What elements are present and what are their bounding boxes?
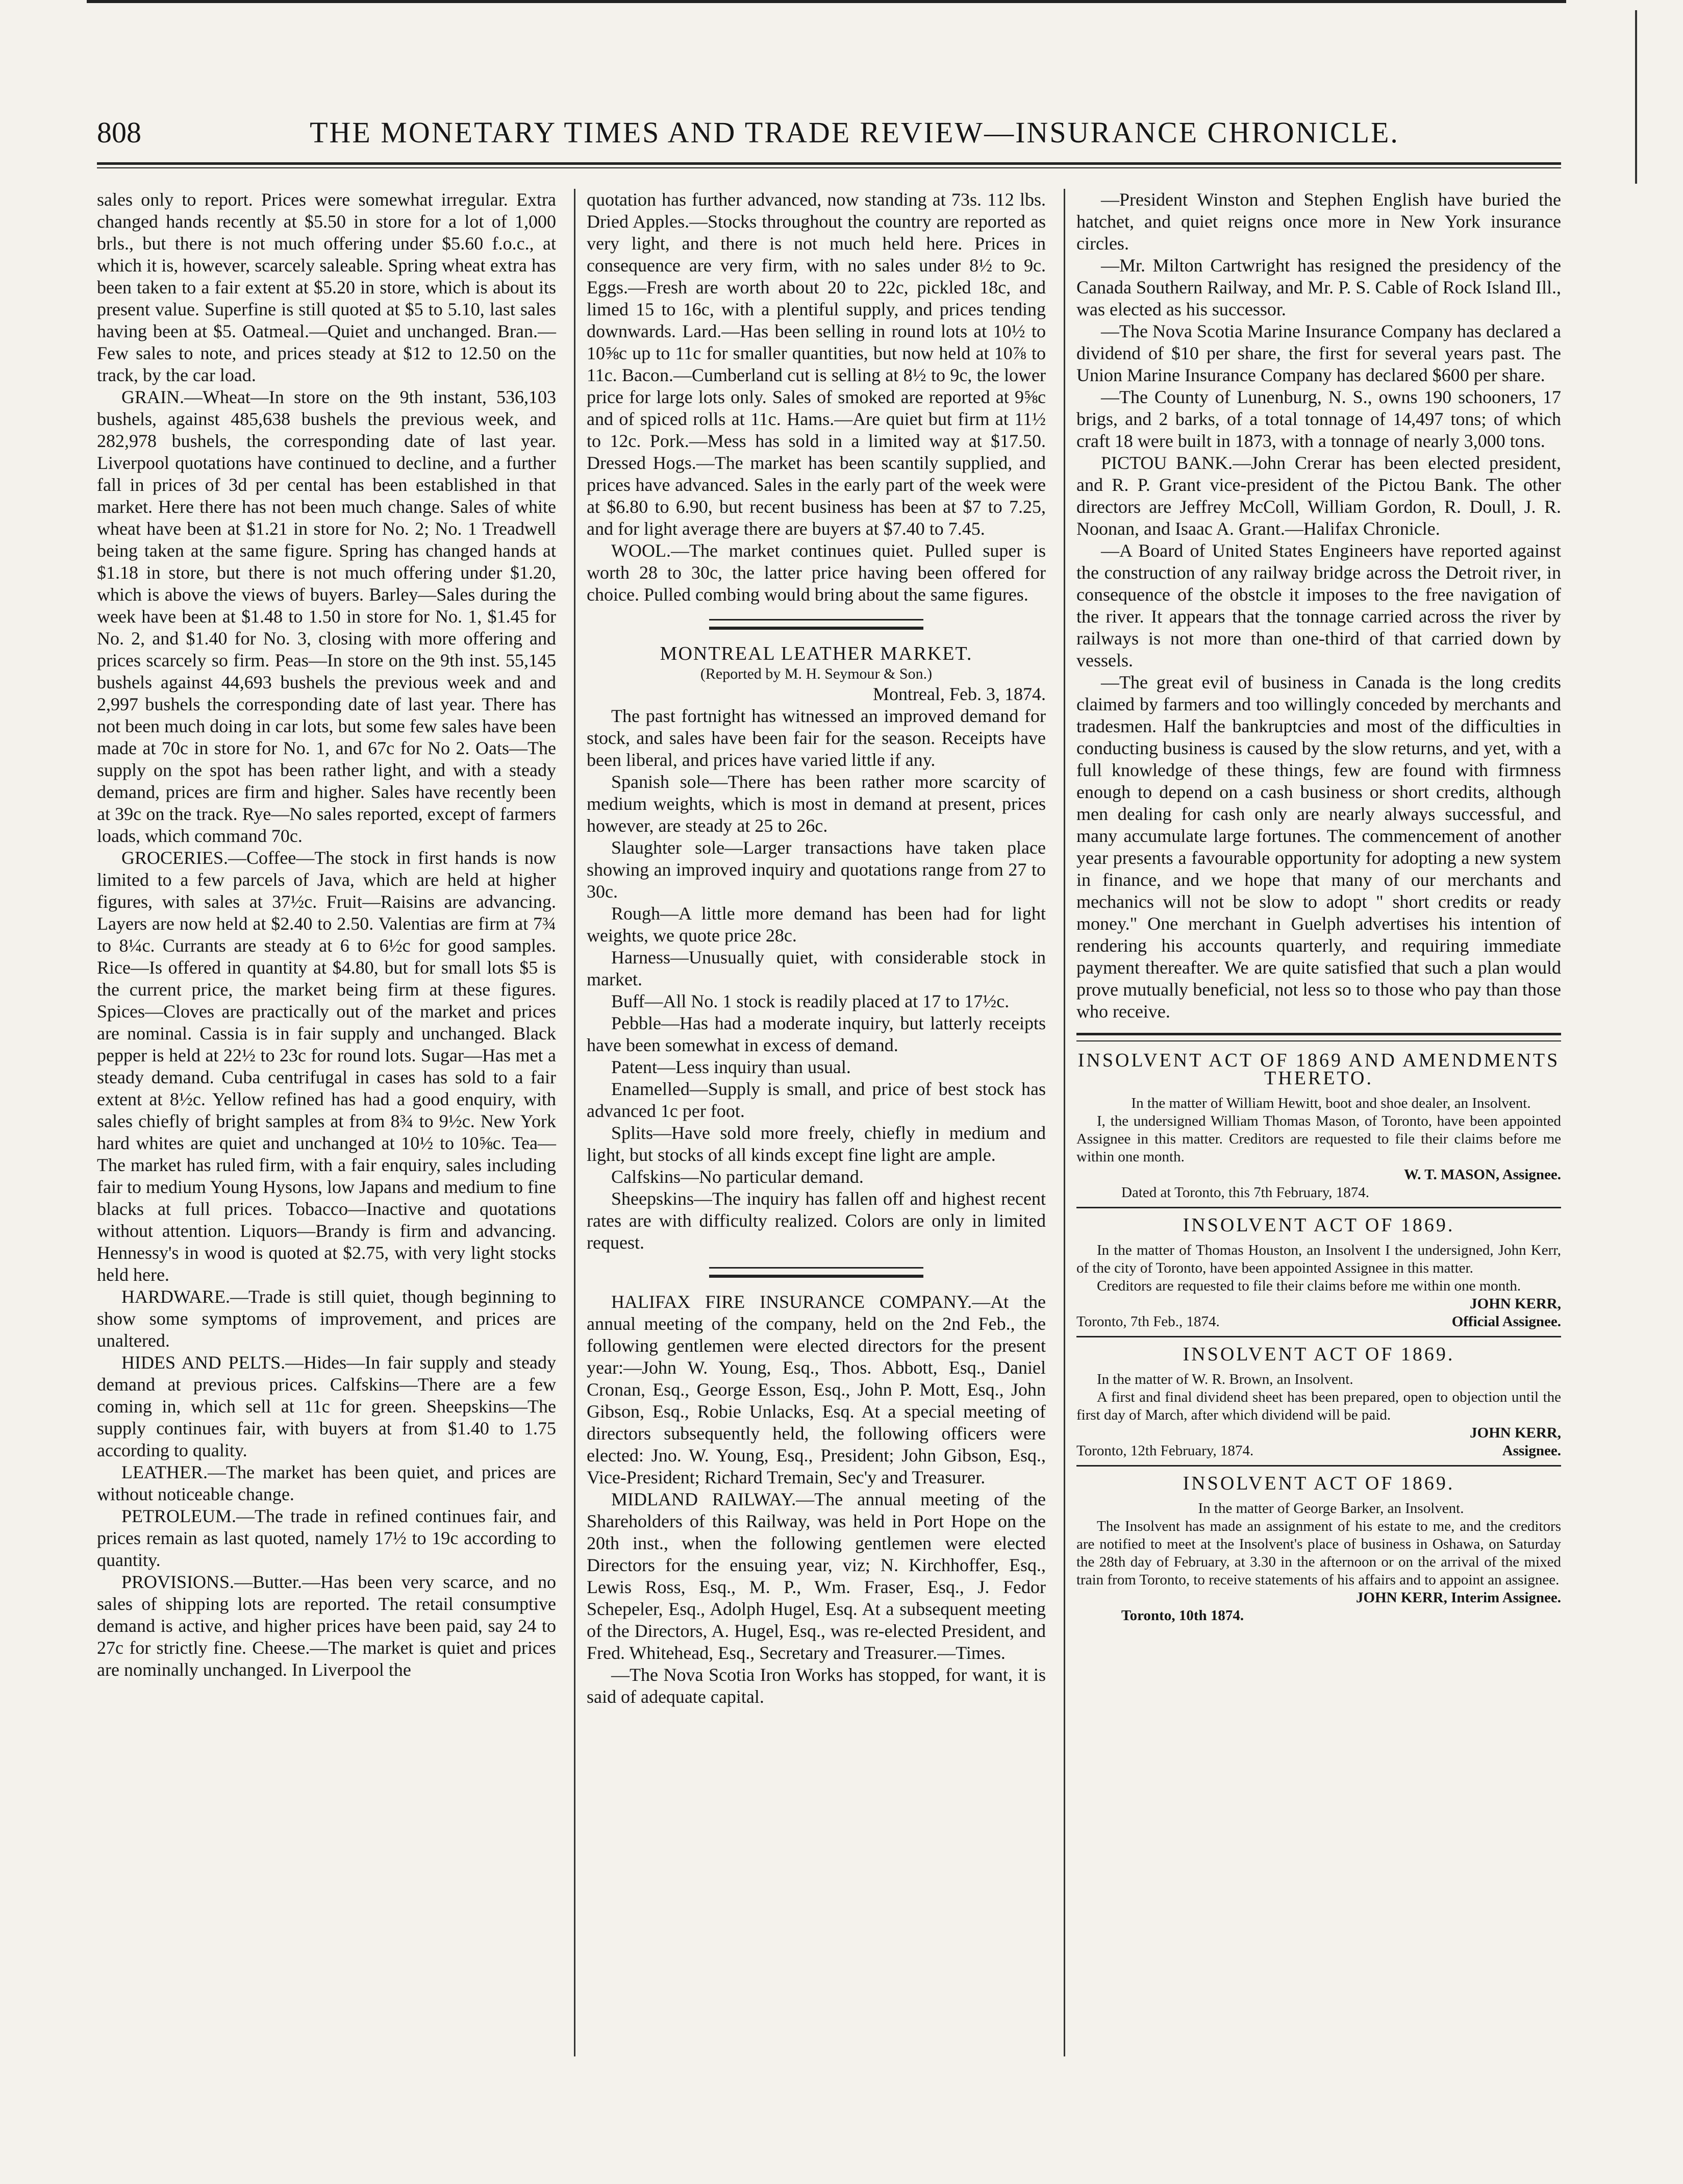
paragraph: Buff—All No. 1 stock is readily placed at 17 to 17½c. bbox=[611, 991, 1010, 1011]
legal-notice bbox=[1076, 1346, 1561, 1467]
notice-role: Assignee. bbox=[1502, 1443, 1561, 1459]
paragraph: —Mr. Milton Cartwright has resigned the presidency of the Canada Southern Railway, and Mr. P. S. Cable of Rock Island Ill., was elected as his successor. bbox=[1076, 255, 1561, 319]
notice-body: I, the undersigned William Thomas Mason, of Toronto, have been appointed Assignee in this matter. Creditors are requested to file their claims before me within one month. bbox=[1076, 1113, 1561, 1165]
paragraph: LEATHER.—The market has been quiet, and prices are without noticeable change. bbox=[97, 1462, 556, 1504]
paragraph: Pebble—Has had a moderate inquiry, but latterly receipts have been somewhat in excess of demand. bbox=[587, 1013, 1046, 1055]
notice-date: Dated at Toronto, this 7th February, 1874. bbox=[1121, 1184, 1370, 1201]
column-3 bbox=[1076, 189, 1561, 1625]
notice-date: Toronto, 7th Feb., 1874. bbox=[1076, 1313, 1220, 1330]
paragraph: —The great evil of business in Canada is the long credits claimed by farmers and too willingly conceded by merchants and tradesmen. Half the bankruptcies and most of the difficulties in conducting business is caused by the slow returns, and yet, with a full knowledge of these things, few are found with firmness enough to depend on a cash business or short credits, although men dealing for cash only are nearly always successful, and many accumulate large fortunes. The commencement of another year presents a favourable opportunity for adopting a new system in finance, and we hope that many of our merchants and mechanics will not be slow to adopt " short credits or ready money." One merchant in Guelph advertises his intention of rendering his accounts quarterly, and requiring immediate payment thereafter. We are quite satisfied that such a plan would prove mutually beneficial, not less so to those who pay than those who receive. bbox=[1076, 672, 1561, 1022]
paragraph: —The Nova Scotia Marine Insurance Company has declared a dividend of $10 per share, the first for several years past. The Union Marine Insurance Company has declared $600 per share. bbox=[1076, 321, 1561, 385]
notice-title: INSOLVENT ACT OF 1869. bbox=[1183, 1344, 1455, 1365]
column-2 bbox=[587, 189, 1046, 1708]
paragraph: Enamelled—Supply is small, and price of best stock has advanced 1c per foot. bbox=[587, 1079, 1046, 1121]
notice-body: The Insolvent has made an assignment of his estate to me, and the creditors are notified to meet at the Insolvent's place of business in Oshawa, on Saturday the 28th day of February, at 3.30 in the afternoon or on the arrival of the mixed train from Toronto, to receive statements of his affairs and to appoint an assignee. bbox=[1076, 1518, 1561, 1588]
notice-role: Official Assignee. bbox=[1451, 1313, 1561, 1330]
paragraph: Slaughter sole—Larger transactions have taken place showing an improved inquiry and quotations range from 27 to 30c. bbox=[587, 837, 1046, 902]
notice-title: INSOLVENT ACT OF 1869 AND AMENDMENTS THERETO. bbox=[1077, 1050, 1560, 1089]
notice-signature: JOHN KERR, bbox=[1470, 1425, 1561, 1441]
byline: (Reported by M. H. Seymour & Son.) bbox=[700, 665, 933, 682]
notice-separator bbox=[1076, 1207, 1561, 1208]
notice-title: INSOLVENT ACT OF 1869. bbox=[1183, 1214, 1455, 1236]
notice-separator bbox=[1076, 1465, 1561, 1467]
paragraph: Rough—A little more demand has been had for light weights, we quote price 28c. bbox=[587, 903, 1046, 946]
paragraph: Spanish sole—There has been rather more scarcity of medium weights, which is most in demand at present, prices however, are steady at 25 to 26c. bbox=[587, 772, 1046, 836]
notice-intro: In the matter of W. R. Brown, an Insolvent. bbox=[1097, 1371, 1353, 1387]
column-divider bbox=[1064, 189, 1065, 2056]
page-edge-mark bbox=[1625, 10, 1637, 184]
paragraph: —The Nova Scotia Iron Works has stopped, for want, it is said of adequate capital. bbox=[587, 1665, 1046, 1707]
notice-intro: In the matter of Thomas Houston, an Insolvent I the undersigned, John Kerr, of the city of Toronto, have been appointed Assignee in this matter. bbox=[1076, 1242, 1561, 1276]
notice-footer bbox=[1076, 1313, 1561, 1331]
paragraph: PROVISIONS.—Butter.—Has been very scarce, and no sales of shipping lots are reported. The retail consumptive demand is active, and higher prices have been paid, say 24 to 27c for strictly fine. Cheese.—The market is quiet and prices are nominally unchanged. In Liverpool the bbox=[97, 1572, 556, 1680]
paragraph: —A Board of United States Engineers have reported against the construction of any railway bridge across the Detroit river, in consequence of the obstcle it imposes to the free navigation of the river. It appears that the tonnage carried across the river by railways is not more than one-third of that carried down by vessels. bbox=[1076, 540, 1561, 671]
paragraph: The past fortnight has witnessed an improved demand for stock, and sales have been fair for the season. Receipts have been liberal, and prices have varied little if any. bbox=[587, 706, 1046, 770]
paragraph: HALIFAX FIRE INSURANCE COMPANY.—At the annual meeting of the company, held on the 2nd Feb., the following gentlemen were elected directors for the present year:—John W. Young, Esq., Thos. Abbott, Esq., Daniel Cronan, Esq., George Esson, Esq., John P. Mott, Esq., John Gibson, Esq., Robie Unlacks, Esq. At a special meeting of directors subsequently held, the following officers were elected: Jno. W. Young, Esq., President; John Gibson, Esq., Vice-President; Richard Tremain, Sec'y and Treasurer. bbox=[587, 1292, 1046, 1487]
paragraph: PICTOU BANK.—John Crerar has been elected president, and R. P. Grant vice-president of the Pictou Bank. The other directors are Jeffrey McColl, William Gordon, R. Doull, J. R. Noonan, and Isaac A. Grant.—Halifax Chronicle. bbox=[1076, 453, 1561, 539]
notice-body: A first and final dividend sheet has been prepared, open to objection until the first day of March, after which dividend will be paid. bbox=[1076, 1389, 1561, 1423]
header-rule-thin bbox=[97, 167, 1561, 168]
paragraph: —The County of Lunenburg, N. S., owns 190 schooners, 17 brigs, and 2 barks, of a total tonnage of 14,497 tons; of which craft 18 were built in 1873, with a tonnage of nearly 3,000 tons. bbox=[1076, 387, 1561, 451]
paragraph: Splits—Have sold more freely, chiefly in medium and light, but stocks of all kinds except fine light are ample. bbox=[587, 1123, 1046, 1165]
column-divider bbox=[574, 189, 575, 2056]
paragraph: HARDWARE.—Trade is still quiet, though beginning to show some symptoms of improvement, and prices are unaltered. bbox=[97, 1286, 556, 1351]
paragraph: quotation has further advanced, now standing at 73s. 112 lbs. Dried Apples.—Stocks throughout the country are reported as very light, and there is not much held here. Prices in consequence are very firm, with no sales under 8½ to 9c. Eggs.—Fresh are worth about 20 to 22c, pickled 18c, and limed 15 to 16c, with a plentiful supply, and prices tending downwards. Lard.—Has been selling in round lots at 10½ to 10⅝c up to 11c for smaller quantities, but now held at 10⅞ to 11c. Bacon.—Cumberland cut is selling at 8½ to 9c, the lower price for large lots only. Sales of smoked are reported at 9⅝c and of spiced rolls at 11c. Hams.—Are quiet but firm at 11½ to 12c. Pork.—Mess has sold in a limited way at $17.50. Dressed Hogs.—The market has been scantily supplied, and prices have advanced. Sales in the early part of the week were at $6.80 to 6.90, but recent business has been at $7 to 7.25, and for light average there are buyers at $7.40 to 7.45. bbox=[587, 189, 1046, 539]
paragraph: GROCERIES.—Coffee—The stock in first hands is now limited to a few parcels of Java, which are held at higher figures, with sales at 37½c. Fruit—Raisins are advancing. Layers are now held at $2.40 to 2.50. Valentias are firm at 7¾ to 8¼c. Currants are steady at 6 to 6½c for good samples. Rice—Is offered in quantity at $4.80, but for small lots $5 is the current price, the market being firm at these figures. Spices—Cloves are practically out of the market and prices are nominal. Cassia is in fair supply and unchanged. Black pepper is held at 22½ to 23c for round lots. Sugar—Has met a steady demand. Cuba centrifugal in cases has sold to a fair extent at 8½c. Yellow refined has had a good enquiry, with sales chiefly of bright samples at from 8¾ to 9½c. New York hard whites are quiet and unchanged at 10½ to 10⅝c. Tea—The market has ruled firm, with a fair enquiry, sales including fair to medium Young Hysons, low Japans and medium to fine blacks at full prices. Tobacco—Inactive and quotations without attention. Liquors—Brandy is firm and advancing. Hennessy's in wood is quoted at $2.75, with very light stocks held here. bbox=[97, 848, 556, 1285]
notice-body: Creditors are requested to file their claims before me within one month. bbox=[1097, 1278, 1521, 1294]
notice-signature: JOHN KERR, Interim Assignee. bbox=[1356, 1590, 1561, 1606]
legal-notice bbox=[1076, 1475, 1561, 1625]
notices-rule bbox=[1076, 1033, 1561, 1041]
notice-date: Toronto, 12th February, 1874. bbox=[1076, 1443, 1254, 1459]
paragraph: sales only to report. Prices were somewhat irregular. Extra changed hands recently at $5.50 in store for a lot of 1,000 brls., but there is not much offering under $5.60 f.o.c., at which it is, however, scarcely saleable. Spring wheat extra has been taken to a fair extent at $5.20 in store, which is about its present value. Superfine is still quoted at $5 to 5.10, last sales having been at $5. Oatmeal.—Quiet and unchanged. Bran.—Few sales to note, and prices steady at $12 to 12.50 on the track, by the car load. bbox=[97, 189, 556, 385]
section-ornament bbox=[709, 619, 923, 630]
top-border bbox=[87, 0, 1566, 3]
paragraph: Patent—Less inquiry than usual. bbox=[611, 1057, 851, 1077]
notice-intro: In the matter of William Hewitt, boot and shoe dealer, an Insolvent. bbox=[1131, 1095, 1531, 1111]
notice-title: INSOLVENT ACT OF 1869. bbox=[1183, 1473, 1455, 1494]
page-header bbox=[97, 112, 1566, 158]
paragraph: MIDLAND RAILWAY.—The annual meeting of the Shareholders of this Railway, was held in Port Hope on the 20th inst., when the following gentlemen were elected Directors for the ensuing year, viz; N. Kirchhoffer, Esq., Lewis Ross, Esq., M. P., Wm. Fraser, Esq., J. Fedor Schepeler, Esq., Adolph Hugel, Esq. At a subsequent meeting of the Directors, A. Hugel, Esq., was re-elected President, and Fred. Whitehead, Esq., Secretary and Treasurer.—Times. bbox=[587, 1489, 1046, 1663]
page-number: 808 bbox=[97, 116, 141, 149]
notice-date: Toronto, 10th 1874. bbox=[1121, 1607, 1244, 1624]
paragraph: Harness—Unusually quiet, with considerable stock in market. bbox=[587, 947, 1046, 989]
paragraph: GRAIN.—Wheat—In store on the 9th instant, 536,103 bushels, against 485,638 bushels the previous week, and 282,978 bushels, the corresponding date of last year. Liverpool quotations have continued to decline, and a further fall in prices of 3d per cental has been established in that market. Here there has not been much change. Sales of white wheat have been at $1.21 in store for No. 2; No. 1 Treadwell being taken at the same figure. Spring has changed hands at $1.18 in store, but there is not much offering under $1.20, which is above the views of buyers. Barley—Sales during the week have been at $1.48 to 1.50 in store for No. 1, $1.45 for No. 2, and $1.40 for No. 3, closing with more offering and prices scarcely so firm. Peas—In store on the 9th inst. 55,145 bushels against 44,693 bushels the previous week and and 2,997 bushels the corresponding date of last year. There has not been much doing in car lots, but some few sales have been made at 70c in store for No. 1, and 67c for No 2. Oats—The supply on the spot has been rather light, and with a steady demand, prices are firm and higher. Sales have recently been at 39c on the track. Rye—No sales reported, except of farmers loads, which command 70c. bbox=[97, 387, 556, 846]
notice-footer bbox=[1076, 1442, 1561, 1460]
paragraph: —President Winston and Stephen English have buried the hatchet, and quiet reigns once more in New York insurance circles. bbox=[1076, 189, 1561, 254]
paragraph: PETROLEUM.—The trade in refined continues fair, and prices remain as last quoted, namely 17½ to 19c according to quantity. bbox=[97, 1506, 556, 1570]
section-title: MONTREAL LEATHER MARKET. bbox=[660, 643, 973, 664]
dateline: Montreal, Feb. 3, 1874. bbox=[873, 684, 1046, 704]
paragraph: HIDES AND PELTS.—Hides—In fair supply and steady demand at previous prices. Calfskins—There are a few coming in, which sell at 11c for green. Sheepskins—The supply continues fair, with buyers at from $1.40 to 1.75 according to quality. bbox=[97, 1352, 556, 1460]
paragraph: Calfskins—No particular demand. bbox=[611, 1167, 864, 1187]
notice-signature: JOHN KERR, bbox=[1470, 1296, 1561, 1312]
masthead-title: THE MONETARY TIMES AND TRADE REVIEW—INSURANCE CHRONICLE. bbox=[310, 116, 1399, 149]
paragraph: Sheepskins—The inquiry has fallen off and highest recent rates are with difficulty realized. Colors are only in limited request. bbox=[587, 1188, 1046, 1253]
header-rule bbox=[97, 162, 1561, 165]
section-ornament bbox=[709, 1267, 923, 1278]
notice-signature: W. T. MASON, Assignee. bbox=[1403, 1167, 1561, 1183]
legal-notice bbox=[1076, 1214, 1561, 1337]
legal-notice bbox=[1076, 1052, 1561, 1208]
paragraph: WOOL.—The market continues quiet. Pulled super is worth 28 to 30c, the latter price having been offered for choice. Pulled combing would bring about the same figures. bbox=[587, 540, 1046, 605]
notice-separator bbox=[1076, 1336, 1561, 1337]
notice-intro: In the matter of George Barker, an Insolvent. bbox=[1198, 1500, 1464, 1517]
column-1 bbox=[97, 189, 556, 1681]
